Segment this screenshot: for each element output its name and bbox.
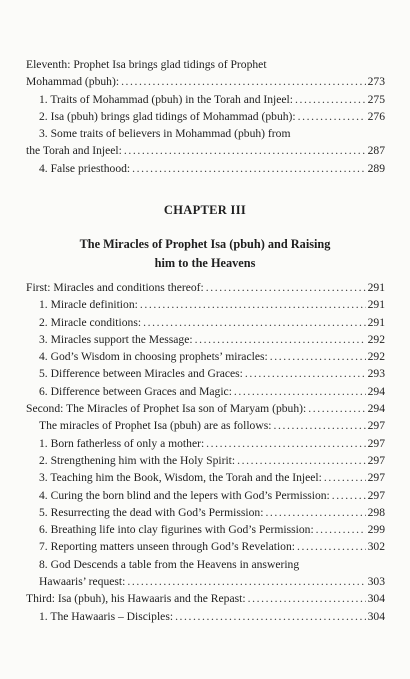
toc-entry-title-line2: the Torah and Injeel: (26, 144, 122, 158)
toc-entry[interactable] (26, 348, 385, 365)
toc-page-number: 292 (367, 332, 385, 346)
dot-leader (195, 331, 366, 348)
dot-leader (332, 487, 366, 504)
toc-entry-title: 1. Miracle definition: (39, 298, 138, 312)
toc-entry[interactable] (26, 521, 385, 538)
toc-page-number: 294 (367, 384, 385, 398)
toc-entry-title: 7. Reporting matters unseen through God’s Revelation: (39, 540, 295, 554)
dot-leader (132, 160, 365, 177)
toc-page-number: 297 (367, 488, 385, 502)
toc-entry-title: 4. God’s Wisdom in choosing prophets’ miracles: (39, 350, 268, 364)
toc-entry-title: 1. The Hawaaris – Disciples: (39, 609, 174, 623)
dot-leader (206, 279, 366, 296)
dot-leader (297, 538, 366, 555)
toc-entry-title-line1: 3. Some traits of believers in Mohammad (pbuh) from (39, 127, 291, 141)
toc-entry[interactable] (26, 417, 385, 434)
toc-page-number: 304 (367, 609, 385, 623)
dot-leader (324, 469, 366, 486)
toc-page-number: 294 (367, 402, 385, 416)
toc-entry-title: 1. Born fatherless of only a mother: (39, 436, 205, 450)
dot-leader (140, 296, 366, 313)
toc-page-number: 292 (367, 350, 385, 364)
toc-entry-title: 6. Breathing life into clay figurines with God’s Permission: (39, 523, 314, 537)
toc-entry[interactable] (26, 608, 385, 625)
toc-entry-title: 5. Resurrecting the dead with God’s Permission: (39, 505, 264, 519)
toc-page-number: 297 (367, 419, 385, 433)
toc-entry[interactable] (26, 556, 385, 591)
toc-entry-title: 3. Teaching him the Book, Wisdom, the Torah and the Injeel: (39, 471, 322, 485)
toc-page-number: 293 (367, 367, 385, 381)
toc-entry[interactable] (26, 108, 385, 125)
toc-page-number: 291 (367, 315, 385, 329)
toc-entry-title: 5. Difference between Miracles and Graces: (39, 367, 243, 381)
dot-leader (237, 452, 365, 469)
toc-page-number: 275 (367, 92, 385, 106)
toc-page-number: 302 (367, 540, 385, 554)
toc-page-number: 297 (367, 471, 385, 485)
toc-entry[interactable] (26, 504, 385, 521)
toc-page-number: 297 (367, 436, 385, 450)
dot-leader (124, 142, 366, 159)
toc-entry-title: Third: Isa (pbuh), his Hawaaris and the Repast: (26, 592, 246, 606)
chapter-subtitle (0, 235, 410, 273)
dot-leader (175, 608, 366, 625)
toc-page-number: 289 (367, 161, 385, 175)
dot-leader (248, 590, 366, 607)
dot-leader (270, 348, 366, 365)
toc-page-number: 273 (367, 75, 385, 89)
toc-entry-title: 4. Curing the born blind and the lepers with God’s Permission: (39, 488, 330, 502)
toc-page-number: 298 (367, 505, 385, 519)
toc-entry[interactable] (26, 314, 385, 331)
toc-entry-title-line1: 8. God Descends a table from the Heavens in answering (39, 557, 300, 571)
toc-page-number: 304 (367, 592, 385, 606)
dot-leader (143, 314, 366, 331)
dot-leader (316, 521, 366, 538)
toc-entry[interactable] (26, 56, 385, 91)
toc-section-chapter-3 (26, 279, 385, 625)
chapter-subtitle-line1: The Miracles of Prophet Isa (pbuh) and Raising (79, 237, 331, 251)
toc-entry-title-line1: Eleventh: Prophet Isa brings glad tidings of Prophet (26, 58, 267, 71)
toc-entry-title: 2. Miracle conditions: (39, 315, 142, 329)
toc-page-number: 297 (367, 453, 385, 467)
toc-entry[interactable] (26, 487, 385, 504)
toc-page-number: 276 (367, 109, 385, 123)
toc-entry[interactable] (26, 469, 385, 486)
toc-entry-title: 3. Miracles support the Message: (39, 332, 193, 346)
toc-entry-title: 4. False priesthood: (39, 161, 131, 175)
toc-page-number: 299 (367, 523, 385, 537)
dot-leader (273, 417, 365, 434)
toc-page-number: 291 (367, 281, 385, 294)
dot-leader (295, 91, 366, 108)
toc-page-number: 303 (367, 575, 385, 589)
toc-entry-title: The miracles of Prophet Isa (pbuh) are as follows: (39, 419, 272, 433)
toc-entry[interactable] (26, 279, 385, 296)
chapter-heading: CHAPTER III (163, 203, 247, 217)
toc-entry-title-line2: Hawaaris’ request: (39, 575, 126, 589)
toc-entry[interactable] (26, 91, 385, 108)
dot-leader (265, 504, 365, 521)
toc-entry-title: 2. Isa (pbuh) brings glad tidings of Mohammad (pbuh): (39, 109, 296, 123)
toc-entry-title: 1. Traits of Mohammad (pbuh) in the Torah and Injeel: (39, 92, 293, 106)
toc-entry[interactable] (26, 331, 385, 348)
dot-leader (298, 108, 366, 125)
toc-entry[interactable] (26, 365, 385, 382)
toc-page-number: 287 (367, 144, 385, 158)
toc-page-number: 291 (367, 298, 385, 312)
dot-leader (206, 435, 365, 452)
toc-entry[interactable] (26, 125, 385, 160)
dot-leader (245, 365, 366, 382)
toc-entry-title: First: Miracles and conditions thereof: (26, 281, 204, 294)
toc-entry[interactable] (26, 400, 385, 417)
toc-entry-title: Second: The Miracles of Prophet Isa son of Maryam (pbuh): (26, 402, 307, 416)
toc-entry[interactable] (26, 452, 385, 469)
toc-entry[interactable] (26, 160, 385, 177)
toc-entry[interactable] (26, 435, 385, 452)
toc-entry[interactable] (26, 538, 385, 555)
dot-leader (308, 400, 365, 417)
dot-leader (234, 383, 366, 400)
toc-entry[interactable] (26, 296, 385, 313)
dot-leader (127, 573, 365, 590)
toc-entry-title-line2: Mohammad (pbuh): (26, 75, 120, 89)
chapter-subtitle-line2: him to the Heavens (154, 256, 256, 270)
toc-entry[interactable] (26, 383, 385, 400)
toc-entry-title: 2. Strengthening him with the Holy Spirit: (39, 453, 236, 467)
dot-leader (121, 73, 366, 90)
toc-section-chapter-2-end (26, 56, 385, 177)
toc-entry-title: 6. Difference between Graces and Magic: (39, 384, 232, 398)
toc-entry[interactable] (26, 590, 385, 607)
